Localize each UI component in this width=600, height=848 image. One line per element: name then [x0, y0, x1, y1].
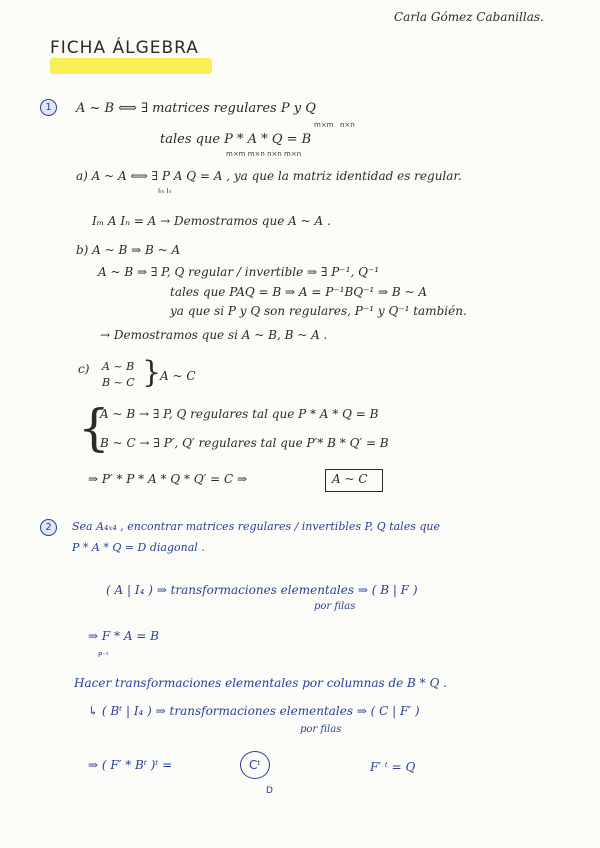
- ex1-condition: tales que P * A * Q = B: [160, 132, 312, 147]
- ex2-step-1-note: por filas: [314, 601, 356, 612]
- ex1-sub-q: n×n: [340, 121, 355, 129]
- ex2-step-4-note: por filas: [300, 724, 342, 735]
- ex2-step-2-note: P⁻¹: [98, 651, 109, 659]
- ex2-d-note: D: [266, 786, 273, 796]
- author-name: Carla Gómez Cabanillas.: [394, 10, 544, 24]
- ex2-step-5: ⇒ ( F′ * Bᵗ )ᵗ =: [88, 758, 173, 772]
- ex1-c-premise-1: A ~ B: [102, 360, 135, 373]
- exercise-1-number: 1: [40, 99, 57, 116]
- exercise-2-number: 2: [40, 519, 57, 536]
- ex2-final: F′ ᵗ = Q: [370, 760, 416, 774]
- ex1-condition-subs: m×m m×n n×n m×n: [226, 150, 302, 158]
- ex2-step-4: ↳ ( Bᵗ | I₄ ) ⇒ transformaciones elementales ⇒ ( C | F′ ): [88, 704, 420, 718]
- ex1-c-premise-2: B ~ C: [102, 376, 135, 389]
- ex2-statement-2: P * A * Q = D diagonal .: [72, 541, 205, 554]
- title-highlight: [50, 58, 212, 74]
- ex1-b-line3: tales que PAQ = B ⇒ A = P⁻¹BQ⁻¹ ⇒ B ~ A: [170, 285, 428, 299]
- ex1-c-label: c): [78, 362, 90, 376]
- ex1-b-line4: ya que si P y Q son regulares, P⁻¹ y Q⁻¹ también.: [170, 304, 467, 318]
- ex1-sub-p: m×m: [314, 121, 334, 129]
- ex1-a-conclusion: Iₘ A Iₙ = A → Demostramos que A ~ A .: [92, 214, 331, 228]
- ex1-b-conclusion: → Demostramos que si A ~ B, B ~ A .: [100, 328, 328, 342]
- ex2-step-2: ⇒ F * A = B: [88, 629, 159, 643]
- ex1-c-boxed-result: A ~ C: [332, 472, 368, 486]
- ex1-c-line1: A ~ B → ∃ P, Q regulares tal que P * A * Q = B: [100, 407, 379, 421]
- ex2-statement: Sea A₄ₓ₄ , encontrar matrices regulares / invertibles P, Q tales que: [72, 520, 440, 533]
- page-title: FICHA ÁLGEBRA: [50, 38, 199, 58]
- ex1-c-brace-small: }: [142, 355, 162, 390]
- ex1-b-statement: b) A ~ B ⇒ B ~ A: [76, 243, 181, 257]
- ex2-step-3: Hacer transformaciones elementales por columnas de B * Q .: [74, 676, 447, 690]
- ex1-b-line2: A ~ B ⇒ ∃ P, Q regular / invertible ⇒ ∃ P⁻¹, Q⁻¹: [98, 265, 380, 279]
- ex1-a-identity-subs: Iₘ Iₙ: [158, 187, 172, 195]
- ex1-c-line2: B ~ C → ∃ P′, Q′ regulares tal que P′* B * Q′ = B: [100, 436, 389, 450]
- ex2-step-1: ( A | I₄ ) ⇒ transformaciones elementales ⇒ ( B | F ): [106, 583, 418, 597]
- ex2-circled-ct: Cᵗ: [240, 751, 270, 779]
- ex1-c-result: A ~ C: [160, 369, 196, 383]
- ex1-a-statement: a) A ~ A ⟺ ∃ P A Q = A , ya que la matriz identidad es regular.: [76, 169, 462, 183]
- ex1-c-line3: ⇒ P′ * P * A * Q * Q′ = C ⇒: [88, 472, 248, 486]
- ex1-c-brace-large: {: [78, 399, 110, 457]
- ex1-definition: A ~ B ⟺ ∃ matrices regulares P y Q: [76, 101, 316, 116]
